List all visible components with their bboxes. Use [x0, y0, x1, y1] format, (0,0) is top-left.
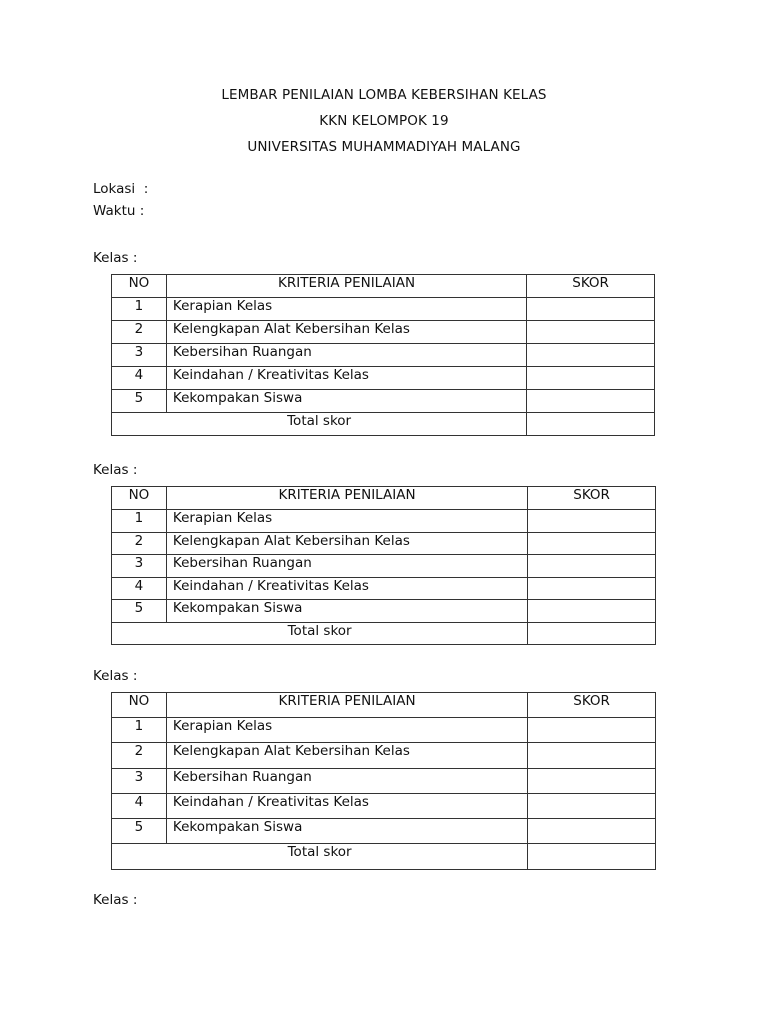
row-criteria: Keindahan / Kreativitas Kelas: [166, 577, 527, 600]
table-row: [112, 793, 656, 818]
score-cell[interactable]: [527, 321, 655, 344]
title-line-1: LEMBAR PENILAIAN LOMBA KEBERSIHAN KELAS: [221, 87, 547, 103]
row-number: 5: [112, 390, 167, 413]
row-criteria: Keindahan / Kreativitas Kelas: [166, 793, 527, 818]
total-label: Total skor: [112, 622, 528, 645]
kelas-label-4: Kelas :: [93, 892, 138, 908]
score-cell[interactable]: [527, 344, 655, 367]
table-row: [112, 555, 656, 578]
table-row: [112, 718, 656, 743]
score-table-1: [111, 274, 655, 436]
row-number: 4: [112, 793, 167, 818]
kelas-label-2: Kelas :: [93, 462, 138, 478]
row-number: 2: [112, 532, 167, 555]
table-header-row: [112, 275, 655, 298]
row-number: 1: [112, 298, 167, 321]
title-line-2: KKN KELOMPOK 19: [319, 113, 449, 129]
total-row: [112, 622, 656, 645]
row-criteria: Kekompakan Siswa: [166, 390, 526, 413]
score-cell[interactable]: [528, 793, 656, 818]
table-row: [112, 819, 656, 844]
score-cell[interactable]: [528, 600, 656, 623]
table-row: [112, 768, 656, 793]
score-cell[interactable]: [528, 510, 656, 533]
header-no: NO: [112, 693, 167, 718]
score-cell[interactable]: [528, 819, 656, 844]
header-score: SKOR: [528, 487, 656, 510]
document-title: [0, 86, 768, 164]
score-cell[interactable]: [527, 298, 655, 321]
row-number: 4: [112, 367, 167, 390]
table-row: [112, 344, 655, 367]
row-criteria: Kebersihan Ruangan: [166, 555, 527, 578]
total-score-cell[interactable]: [527, 413, 655, 436]
row-number: 1: [112, 718, 167, 743]
row-number: 4: [112, 577, 167, 600]
row-number: 3: [112, 344, 167, 367]
lokasi-label: Lokasi :: [93, 181, 149, 197]
table-row: [112, 298, 655, 321]
score-cell[interactable]: [528, 577, 656, 600]
row-criteria: Kerapian Kelas: [166, 718, 527, 743]
header-criteria: KRITERIA PENILAIAN: [166, 275, 526, 298]
score-table-2: [111, 486, 656, 645]
row-criteria: Kerapian Kelas: [166, 298, 526, 321]
header-no: NO: [112, 275, 167, 298]
header-criteria: KRITERIA PENILAIAN: [166, 487, 527, 510]
kelas-label-3: Kelas :: [93, 668, 138, 684]
total-row: [112, 413, 655, 436]
kelas-label-1: Kelas :: [93, 250, 138, 266]
waktu-label: Waktu :: [93, 203, 145, 219]
header-score: SKOR: [528, 693, 656, 718]
row-number: 5: [112, 600, 167, 623]
score-cell[interactable]: [528, 768, 656, 793]
table-header-row: [112, 487, 656, 510]
table-row: [112, 577, 656, 600]
total-score-cell[interactable]: [528, 844, 656, 869]
row-number: 2: [112, 743, 167, 768]
row-number: 3: [112, 555, 167, 578]
row-criteria: Keindahan / Kreativitas Kelas: [166, 367, 526, 390]
row-number: 1: [112, 510, 167, 533]
table-header-row: [112, 693, 656, 718]
total-label: Total skor: [112, 413, 527, 436]
score-table-3: [111, 692, 656, 870]
row-criteria: Kebersihan Ruangan: [166, 344, 526, 367]
row-criteria: Kebersihan Ruangan: [166, 768, 527, 793]
score-cell[interactable]: [527, 367, 655, 390]
score-cell[interactable]: [528, 555, 656, 578]
score-cell[interactable]: [528, 743, 656, 768]
header-no: NO: [112, 487, 167, 510]
score-cell[interactable]: [528, 532, 656, 555]
row-criteria: Kelengkapan Alat Kebersihan Kelas: [166, 321, 526, 344]
table-row: [112, 390, 655, 413]
table-row: [112, 600, 656, 623]
row-criteria: Kelengkapan Alat Kebersihan Kelas: [166, 743, 527, 768]
total-row: [112, 844, 656, 869]
row-criteria: Kekompakan Siswa: [166, 600, 527, 623]
table-row: [112, 532, 656, 555]
score-cell[interactable]: [527, 390, 655, 413]
table-row: [112, 510, 656, 533]
score-cell[interactable]: [528, 718, 656, 743]
total-score-cell[interactable]: [528, 622, 656, 645]
row-criteria: Kekompakan Siswa: [166, 819, 527, 844]
row-number: 2: [112, 321, 167, 344]
row-criteria: Kelengkapan Alat Kebersihan Kelas: [166, 532, 527, 555]
total-label: Total skor: [112, 844, 528, 869]
row-number: 5: [112, 819, 167, 844]
row-criteria: Kerapian Kelas: [166, 510, 527, 533]
table-row: [112, 367, 655, 390]
table-row: [112, 743, 656, 768]
header-criteria: KRITERIA PENILAIAN: [166, 693, 527, 718]
row-number: 3: [112, 768, 167, 793]
table-row: [112, 321, 655, 344]
title-line-3: UNIVERSITAS MUHAMMADIYAH MALANG: [247, 139, 521, 155]
header-score: SKOR: [527, 275, 655, 298]
